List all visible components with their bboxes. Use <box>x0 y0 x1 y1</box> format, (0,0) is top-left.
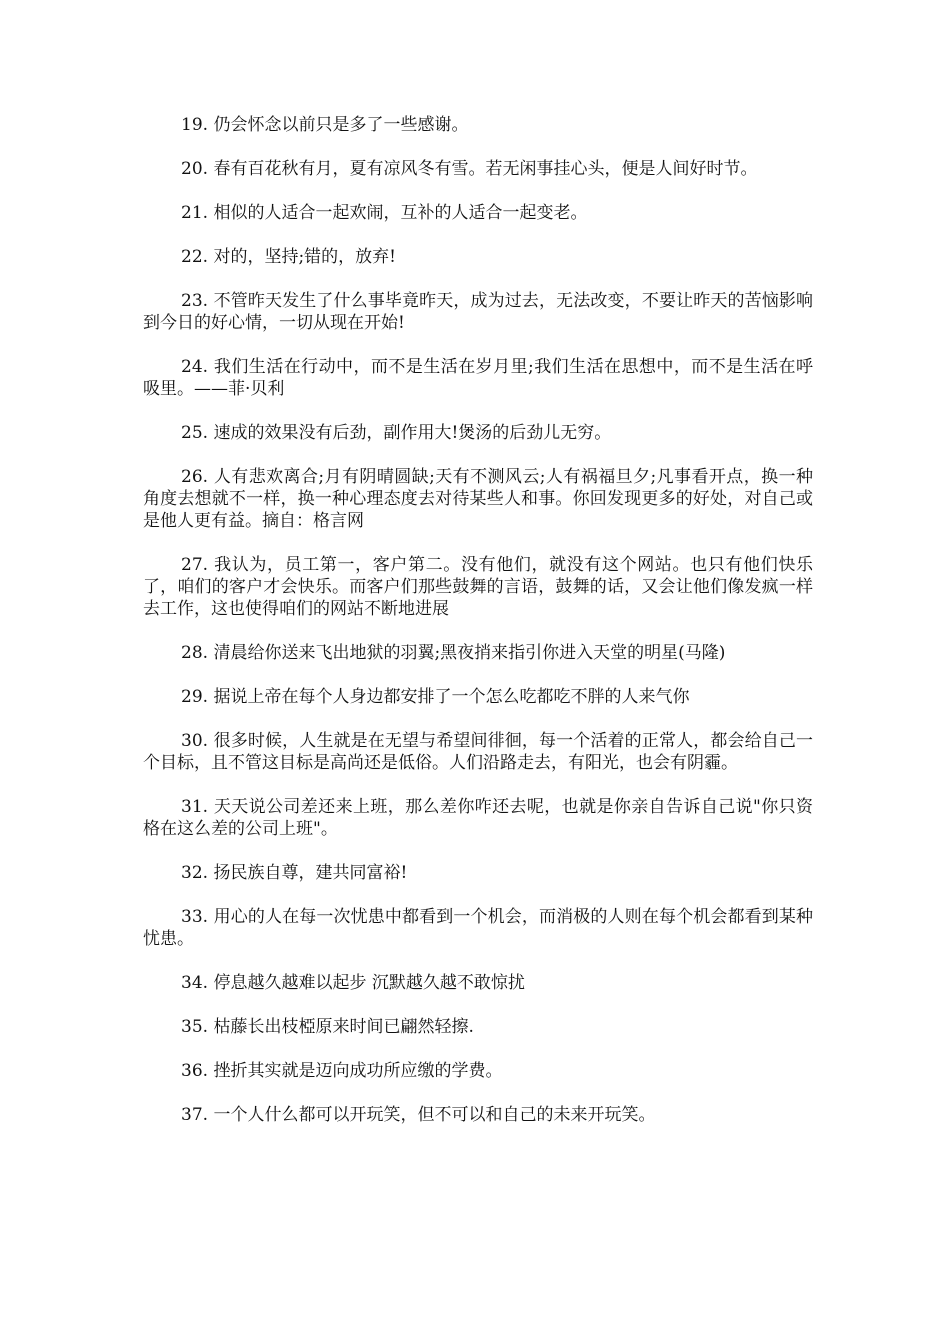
paragraph-31: 31. 天天说公司差还来上班，那么差你咋还去呢，也就是你亲自告诉自己说"你只资格在这么差的公司上班"。 <box>143 797 813 839</box>
paragraph-22: 22. 对的，坚持;错的，放弃! <box>181 247 396 267</box>
paragraph-20: 20. 春有百花秋有月，夏有凉风冬有雪。若无闲事挂心头，便是人间好时节。 <box>181 159 758 179</box>
paragraph-24: 24. 我们生活在行动中，而不是生活在岁月里;我们生活在思想中，而不是生活在呼吸里。——菲·贝利 <box>143 357 813 399</box>
paragraph-26: 26. 人有悲欢离合;月有阴晴圆缺;天有不测风云;人有祸福旦夕;凡事看开点，换一种角度去想就不一样，换一种心理态度去对待某些人和事。你回发现更多的好处，对自己或是他人更有益。摘自：格言网 <box>143 467 813 531</box>
paragraph-37: 37. 一个人什么都可以开玩笑，但不可以和自己的未来开玩笑。 <box>181 1105 656 1125</box>
document-body <box>143 114 813 1148</box>
paragraph-28: 28. 清晨给你送来飞出地狱的羽翼;黑夜捎来指引你进入天堂的明星(马隆) <box>181 643 726 663</box>
paragraph-35: 35. 枯藤长出枝椏原来时间已翩然轻擦. <box>181 1017 474 1037</box>
paragraph-30: 30. 很多时候，人生就是在无望与希望间徘徊，每一个活着的正常人，都会给自己一个目标，且不管这目标是高尚还是低俗。人们沿路走去，有阳光，也会有阴霾。 <box>143 731 813 773</box>
paragraph-33: 33. 用心的人在每一次忧患中都看到一个机会，而消极的人则在每个机会都看到某种忧患。 <box>143 907 813 949</box>
paragraph-23: 23. 不管昨天发生了什么事毕竟昨天，成为过去，无法改变，不要让昨天的苦恼影响到今日的好心情，一切从现在开始! <box>143 291 813 333</box>
paragraph-25: 25. 速成的效果没有后劲，副作用大!煲汤的后劲儿无穷。 <box>181 423 612 443</box>
paragraph-36: 36. 挫折其实就是迈向成功所应缴的学费。 <box>181 1061 503 1081</box>
paragraph-32: 32. 扬民族自尊，建共同富裕! <box>181 863 408 883</box>
paragraph-27: 27. 我认为，员工第一，客户第二。没有他们，就没有这个网站。也只有他们快乐了，咱们的客户才会快乐。而客户们那些鼓舞的言语，鼓舞的话，又会让他们像发疯一样去工作，这也使得咱们的网站不断地进展 <box>143 555 813 619</box>
paragraph-34: 34. 停息越久越难以起步 沉默越久越不敢惊扰 <box>181 973 525 993</box>
paragraph-21: 21. 相似的人适合一起欢闹，互补的人适合一起变老。 <box>181 203 588 223</box>
paragraph-29: 29. 据说上帝在每个人身边都安排了一个怎么吃都吃不胖的人来气你 <box>181 687 690 707</box>
paragraph-19: 19. 仍会怀念以前只是多了一些感谢。 <box>181 115 469 135</box>
